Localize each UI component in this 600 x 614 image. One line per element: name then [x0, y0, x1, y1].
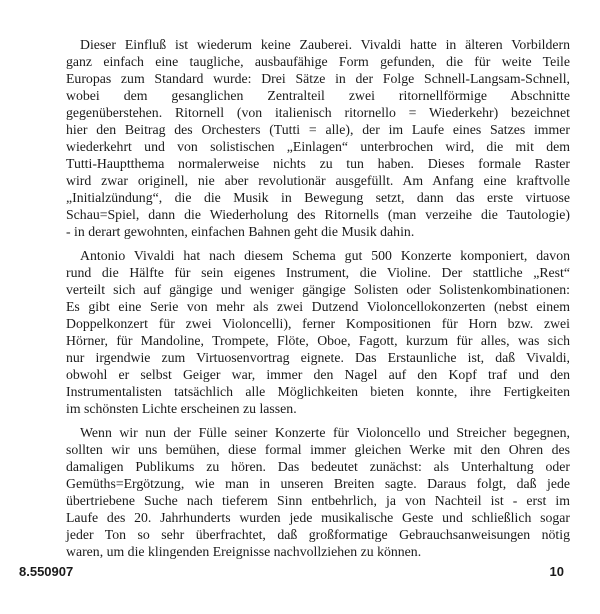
text-line: Europas zum Standard wurde: Drei Sätze in der Folge Schnell-Langsam-Schnell, [66, 71, 570, 86]
catalog-number: 8.550907 [19, 564, 74, 579]
text-line: Dieser Einfluß ist wiederum keine Zauberei. Vivaldi hatte in älteren Vorbildern [80, 37, 570, 52]
page-number: 10 [549, 564, 564, 579]
text-line: im schönsten Lichte erscheinen zu lassen. [66, 401, 297, 416]
text-line: wobei dem gesanglichen Zentralteil zwei ritornellförmige Abschnitte [66, 88, 570, 103]
text-line: Tutti-Hauptthema normalerweise nichts zu tun haben. Dieses formale Raster [66, 156, 570, 171]
text-line: gegenüberstehen. Ritornell (von italienisch ritornello = Wiederkehr) bezeichnet [66, 105, 570, 120]
text-line: Hörner, für Mandoline, Trompete, Flöte, Oboe, Fagott, kurzum für alles, was sich [66, 333, 570, 348]
text-line: nur irgendwie zum Virtuosenvortrag eignete. Das Erstaunliche ist, daß Vivaldi, [66, 350, 570, 365]
text-line: wiederkehrt und von solistischen „Einlagen“ unterbrochen wird, die mit dem [66, 139, 570, 154]
text-line: obwohl er selbst Geiger war, immer den Nagel auf den Kopf traf und den [66, 367, 570, 382]
text-line: hier den Beitrag des Orchesters (Tutti = alle), der im Laufe eines Satzes immer [66, 122, 570, 137]
text-line: Es gibt eine Serie von mehr als zwei Dutzend Violoncellokonzerten (nebst einem [66, 299, 570, 314]
text-line: „Initialzündung“, die die Musik in Bewegung setzt, dann das erste virtuose [66, 190, 570, 205]
text-line: sollten wir uns bemühen, diese formal immer gleichen Werke mit den Ohren des [66, 442, 570, 457]
paragraph-3 [66, 424, 570, 560]
text-line: ganz einfach eine taugliche, ausbaufähige Form gefunden, die für weite Teile [66, 54, 570, 69]
text-line: verteilt sich auf gängige und weniger gängige Solisten oder Solistenkombinationen: [66, 282, 570, 297]
text-line: Wenn wir nun der Fülle seiner Konzerte für Violoncello und Streicher begegnen, [80, 425, 570, 440]
text-line: waren, um die klingenden Ereignisse nachvollziehen zu können. [66, 544, 422, 559]
text-line: rund die Hälfte für sein eigenes Instrument, die Violine. Der stattliche „Rest“ [66, 265, 570, 280]
text-line: Doppelkonzert für zwei Violoncelli), ferner Kompositionen für Horn bzw. zwei [66, 316, 570, 331]
text-line: Laufe des 20. Jahrhunderts wurden jede musikalische Geste und schließlich sogar [66, 510, 570, 525]
paragraph-2 [66, 247, 570, 417]
text-line: Gemüths=Ergötzung, wie man in unseren Breiten sagte. Daraus folgt, daß jede [66, 476, 570, 491]
text-line: Schau=Spiel, dann die Wiederholung des Ritornells (man verzeihe die Tautologie) [66, 207, 570, 222]
paragraph-1 [66, 36, 570, 240]
text-line: Instrumentalisten tatsächlich alle Möglichkeiten bieten konnte, ihre Fertigkeiten [66, 384, 570, 399]
text-line: wird zwar originell, nie aber revolutionär ausgefüllt. Am Anfang eine kraftvolle [66, 173, 570, 188]
text-line: jeder Ton so sehr überfrachtet, daß großformatige Gebrauchsanweisungen nötig [66, 527, 570, 542]
text-line: Antonio Vivaldi hat nach diesem Schema gut 500 Konzerte komponiert, davon [80, 248, 570, 263]
article-body [66, 36, 570, 560]
text-line: - in derart gewohnten, einfachen Bahnen geht die Musik dahin. [66, 224, 415, 239]
text-line: damaligen Publikums zu hören. Das bedeutet zunächst: als Unterhaltung oder [66, 459, 570, 474]
text-line: übertriebene Suche nach tieferem Sinn entbehrlich, ja von Nachteil ist - erst im [66, 493, 570, 508]
